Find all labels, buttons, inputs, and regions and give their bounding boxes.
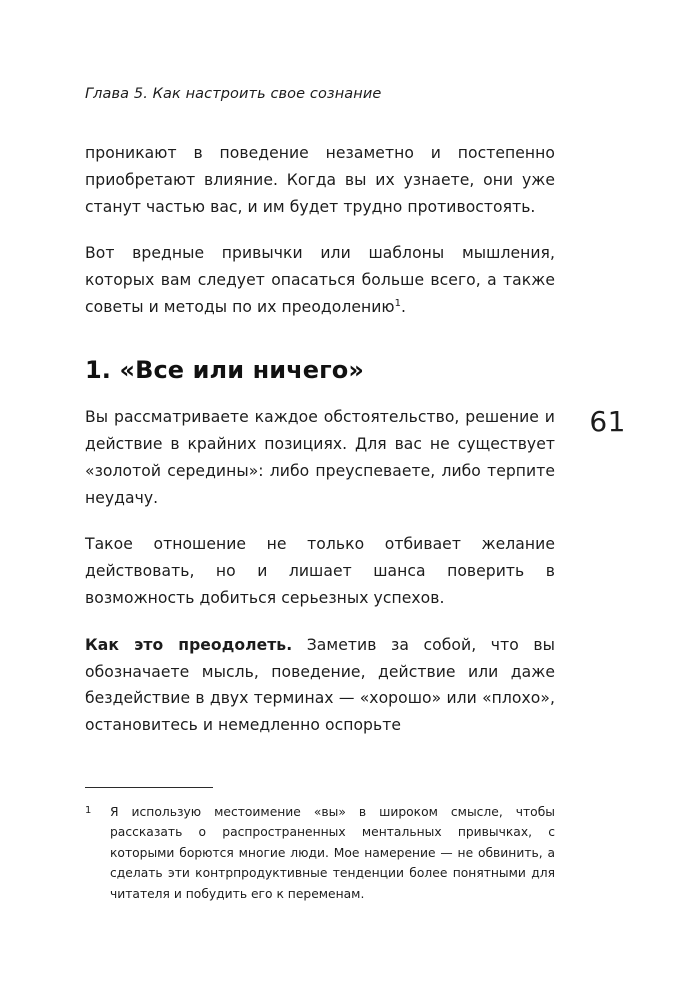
paragraph-all-or-nothing-2: Такое отношение не только отбивает желание действовать, но и лишает шанса поверить в возможность добиться серьезных успехов. — [85, 535, 555, 607]
paragraph-intro-text: Вот вредные привычки или шаблоны мышления, которых вам следует опасаться больше всего, а также советы и методы по их преодолению — [85, 244, 555, 317]
section-heading: 1. «Все или ничего» — [85, 355, 364, 384]
footnote-reference: 1 — [394, 297, 402, 309]
paragraph-all-or-nothing-1: Вы рассматриваете каждое обстоятельство, решение и действие в крайних позициях. Для вас не существует «золотой середины»: либо преуспеваете, либо терпите неудачу. — [85, 408, 555, 507]
page-number: 61 — [589, 405, 626, 438]
paragraph-continuation: проникают в поведение незаметно и постепенно приобретают влияние. Когда вы их узнаете, они уже станут частью вас, и им будет трудно противостоять. — [85, 144, 555, 216]
paragraph-how-to-overcome — [85, 632, 555, 739]
footnote-item — [85, 802, 555, 904]
lead-in-label: Как это преодолеть. — [85, 635, 293, 654]
lead-in-rest: Заметив за собой, что вы обозначаете мысль, поведение, действие или даже бездействие в двух терминах — «хорошо» или «плохо», остановитесь и немедленно оспорьте — [85, 635, 555, 735]
footnote-text: Я использую местоимение «вы» в широком смысле, чтобы рассказать о распространенных ментальных привычках, с которыми борются многие люди. Мое намерение — не обвинить, а сделать эти контрпродуктивные тенденции более понятными для читателя и побудить его к переменам. — [110, 805, 555, 901]
footnote-separator — [85, 787, 213, 788]
page-body — [85, 140, 555, 759]
footnote-number: 1 — [85, 805, 92, 816]
paragraph-intro-list: Вот вредные привычки или шаблоны мышления, которых вам следует опасаться больше всего, а также советы и методы по их преодолению$^1$. — [85, 244, 555, 317]
running-head: Глава 5. Как настроить свое сознание — [85, 86, 382, 102]
footnote-area — [85, 787, 555, 904]
